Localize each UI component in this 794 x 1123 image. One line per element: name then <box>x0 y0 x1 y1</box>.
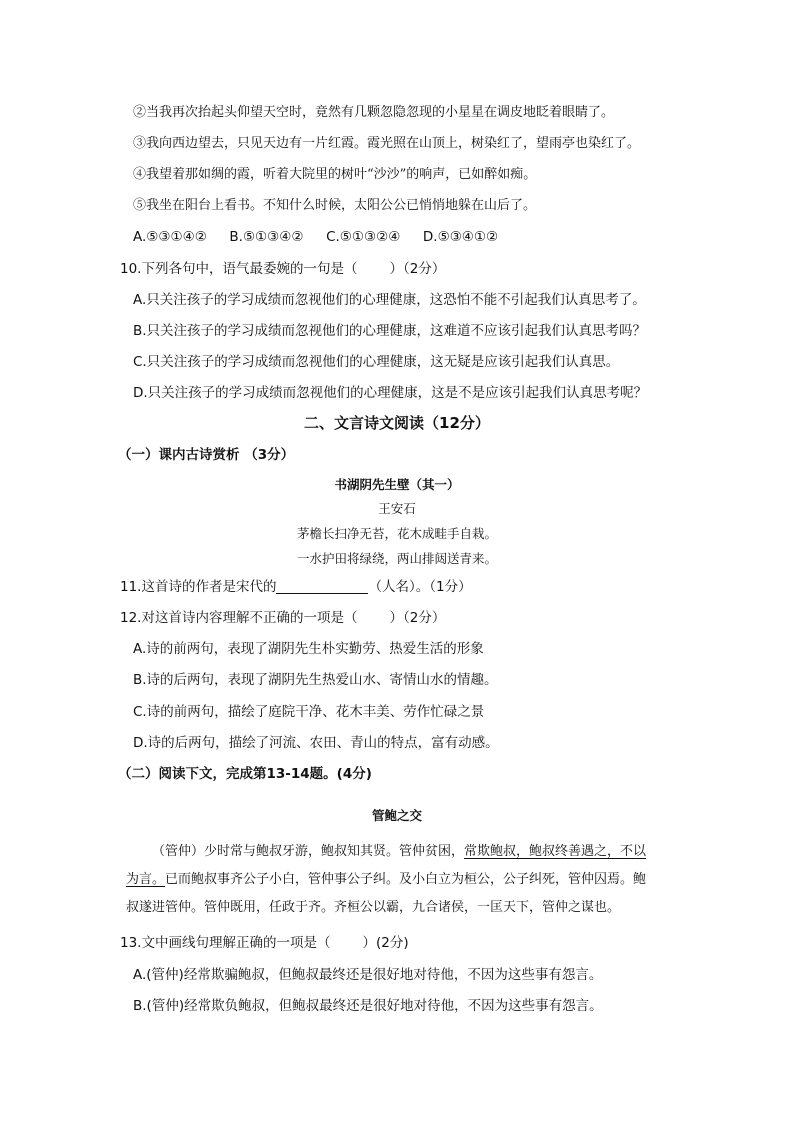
sentence-3: ③我向西边望去，只见天边有一片红霞。霞光照在山顶上，树染红了，望雨亭也染红了。 <box>133 136 641 151</box>
q13-option-a: A.(管仲)经常欺骗鲍叔，但鲍叔最终还是很好地对待他，不因为这些事有怨言。 <box>133 967 603 983</box>
q13-option-b: B.(管仲)经常欺负鲍叔，但鲍叔最终还是很好地对待他，不因为这些事有怨言。 <box>133 998 603 1014</box>
q12-option-b: B.诗的后两句，表现了湖阴先生热爱山水、寄情山水的情趣。 <box>133 672 498 688</box>
q13-stem: 13.文中画线句理解正确的一项是（ ）(2分) <box>120 935 409 951</box>
sentence-4: ④我望着那如绸的霞，听着大院里的树叶“沙沙”的响声，已如醉如痴。 <box>133 167 537 182</box>
q12-stem: 12.对这首诗内容理解不正确的一项是（ ）（2分） <box>120 610 446 626</box>
q10-option-b: B.只关注孩子的学习成绩而忽视他们的心理健康，这难道不应该引起我们认真思考吗？ <box>133 323 647 339</box>
q10-option-d: D.只关注孩子的学习成绩而忽视他们的心理健康，这是不是应该引起我们认真思考呢？ <box>133 385 648 401</box>
poem-author: 王安石 <box>378 501 416 516</box>
q12-option-a: A.诗的前两句，表现了湖阴先生朴实勤劳、热爱生活的形象 <box>133 641 484 657</box>
passage: （管仲）少时常与鲍叔牙游，鲍叔知其贤。管仲贫困，常欺鲍叔，鲍叔终善遇之，不以 为言。已而鲍叔事齐公子小白，管仲事公子纠。及小白立为桓公，公子纠死，管仲囚焉。鲍 叔遂进管仲。管仲既用，任政于齐。齐桓公以霸，九合诸侯，一匡天下，管仲之谋也。 <box>126 844 647 915</box>
q12-option-d: D.诗的后两句，描绘了河流、农田、青山的特点，富有动感。 <box>133 735 499 751</box>
underlined-sentence-end: 为言。 <box>126 872 166 887</box>
q10-option-c: C.只关注孩子的学习成绩而忽视他们的心理健康，这无疑是应该引起我们认真思。 <box>133 354 620 370</box>
section-2-title: 二、文言诗文阅读（12分） <box>304 414 490 432</box>
poem-line-1: 茅檐长扫净无苔，花木成畦手自栽。 <box>296 526 497 541</box>
poem-line-2: 一水护田将绿绕，两山排闼送青来。 <box>296 551 497 566</box>
part-1-heading: （一）课内古诗赏析 （3分） <box>118 447 295 463</box>
q12-option-c: C.诗的前两句，描绘了庭院干净、花木丰美、劳作忙碌之景 <box>133 704 485 720</box>
sentence-2: ②当我再次抬起头仰望天空时，竟然有几颗忽隐忽现的小星星在调皮地眨着眼睛了。 <box>133 105 615 120</box>
q9-option-d: D.⑤③④①② <box>422 229 499 245</box>
q9-option-c: C.⑤①③②④ <box>326 229 401 245</box>
passage-title: 管鲍之交 <box>371 808 422 823</box>
answer-blank[interactable] <box>276 579 368 594</box>
part-2-heading: （二）阅读下文，完成第13-14题。(4分) <box>118 766 372 782</box>
sentence-5: ⑤我坐在阳台上看书。不知什么时候，太阳公公已悄悄地躲在山后了。 <box>133 198 537 213</box>
q9-option-a: A.⑤③①④② <box>133 229 207 245</box>
q9-option-b: B.⑤①③④② <box>229 229 304 245</box>
q10-stem: 10.下列各句中，语气最委婉的一句是（ ）（2分） <box>120 261 446 277</box>
underlined-sentence: 常欺鲍叔，鲍叔终善遇之，不以 <box>464 844 647 859</box>
q9-options <box>133 228 498 246</box>
q10-option-a: A.只关注孩子的学习成绩而忽视他们的心理健康，这恐怕不能不引起我们认真思考了。 <box>133 292 646 308</box>
poem-title: 书湖阴先生壁（其一） <box>334 477 460 492</box>
q11: 11.这首诗的作者是宋代的 （人名）。（1分） <box>120 579 472 595</box>
